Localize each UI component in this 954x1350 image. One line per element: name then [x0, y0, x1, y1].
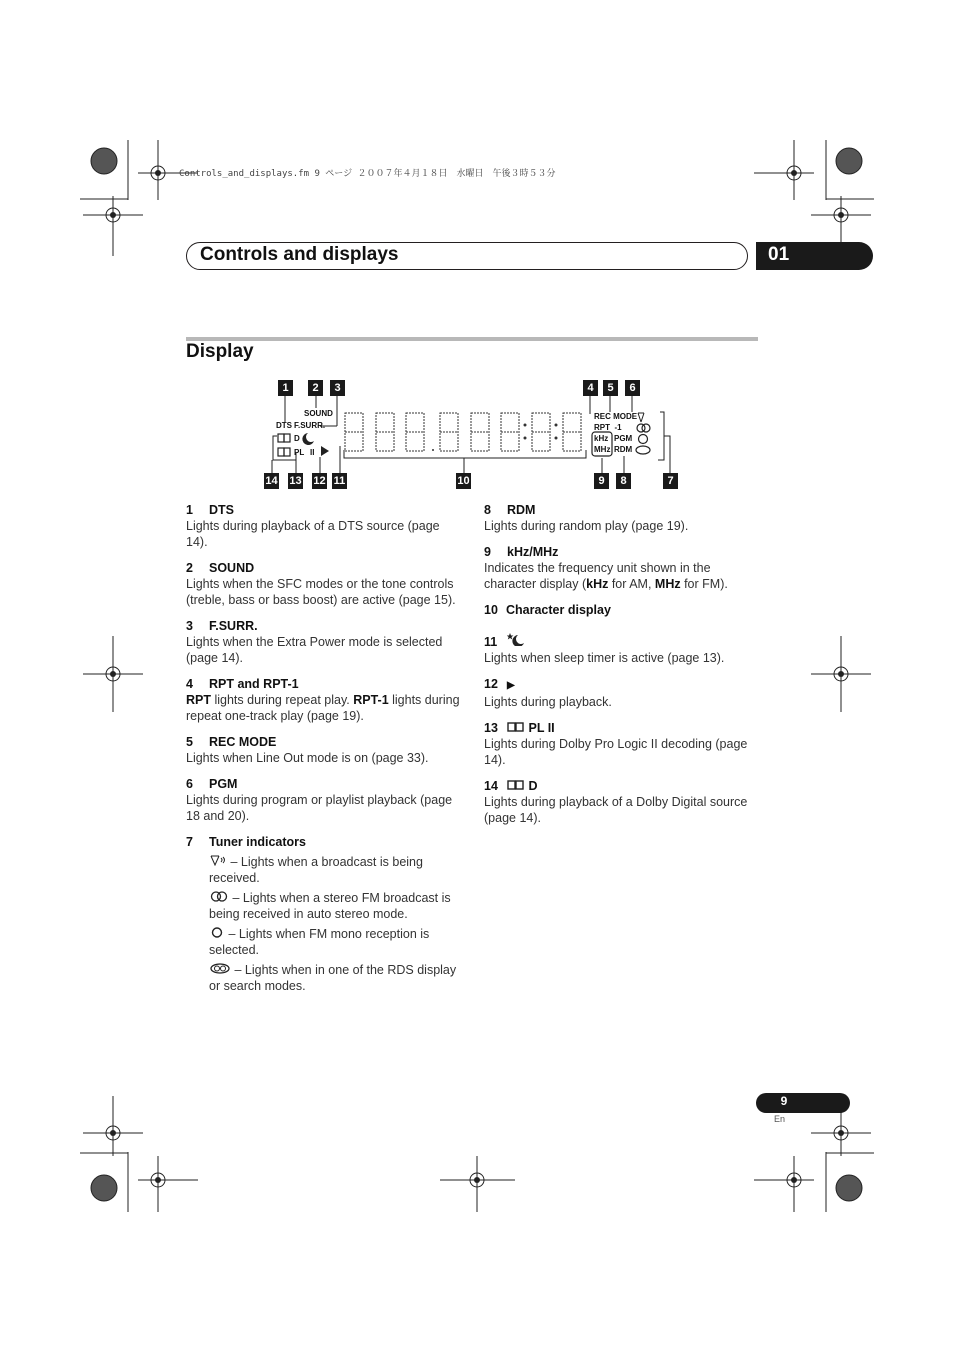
left-column [186, 502, 462, 1004]
item-description: Lights when the SFC modes or the tone controls (treble, bass or bass boost) are active (page 15). [186, 577, 456, 607]
label-khz: kHz [594, 434, 609, 443]
list-item [186, 776, 462, 824]
callout-10: 10 [457, 475, 470, 487]
list-item [186, 560, 462, 608]
label-rdm: RDM [614, 445, 633, 454]
callout-14: 14 [265, 475, 278, 487]
list-item [484, 602, 760, 618]
label-sound: SOUND [304, 409, 333, 418]
tuner-sub-item: – Lights when in one of the RDS display or search modes. [209, 963, 457, 993]
callout-13: 13 [289, 475, 302, 487]
item-description: Lights during Dolby Pro Logic II decoding (page 14). [484, 737, 748, 767]
tuner-sub-item: – Lights when FM mono reception is selected. [209, 927, 430, 957]
antenna-icon [209, 855, 227, 869]
callout-11: 11 [333, 475, 346, 487]
tuner-sub-item: – Lights when a broadcast is being received. [209, 855, 423, 885]
item-description: Lights during program or playlist playback (page 18 and 20). [186, 793, 453, 823]
item-heading: 12 ▶ [484, 677, 515, 691]
list-item [484, 676, 760, 710]
callout-5: 5 [603, 380, 618, 396]
item-description: Lights when the Extra Power mode is selected (page 14). [186, 635, 443, 665]
list-item [484, 502, 760, 534]
item-heading: 11 [484, 632, 760, 650]
item-heading: 1 DTS [186, 503, 234, 517]
label-ii: II [310, 448, 315, 457]
callout-12: 12 [313, 475, 326, 487]
stereo-icon [209, 891, 229, 905]
list-item [186, 502, 462, 550]
tuner-sub-item: – Lights when a stereo FM broadcast is being received in auto stereo mode. [209, 891, 451, 921]
callout-1: 1 [278, 380, 293, 396]
label-dts: DTS [276, 421, 292, 430]
item-description: RPT lights during repeat play. RPT-1 lights during repeat one-track play (page 19). [186, 693, 460, 723]
list-item [186, 734, 462, 766]
label-pl: PL [294, 448, 305, 457]
chapter-number: 01 [768, 244, 790, 265]
item-description: Lights during playback. [484, 695, 612, 709]
item-heading: 5 REC MODE [186, 735, 277, 749]
rds-icon [209, 963, 231, 977]
dolby-icon [507, 779, 525, 793]
section-rule [186, 337, 758, 341]
callout-9: 9 [594, 473, 609, 489]
list-item [484, 544, 760, 592]
play-icon: ▶ [507, 680, 515, 691]
list-item [186, 618, 462, 666]
mono-icon [209, 927, 225, 941]
item-description: Lights during playback of a Dolby Digital source (page 14). [484, 795, 748, 825]
display-diagram [260, 378, 690, 490]
item-description: Indicates the frequency unit shown in the character display (kHz for AM, MHz for FM). [484, 561, 728, 591]
callout-8: 8 [616, 473, 631, 489]
item-heading: 4 RPT and RPT-1 [186, 677, 299, 691]
label-rec-mode: REC MODE [594, 412, 638, 421]
page-header-title: Controls and displays [200, 244, 399, 265]
item-heading: 10 Character display [484, 603, 611, 617]
item-heading: 13 PL II [484, 721, 555, 735]
list-item [484, 720, 760, 768]
label-d: D [294, 434, 300, 443]
dolby-icon [507, 721, 525, 735]
label-fsurr: F.SURR. [294, 421, 326, 430]
callout-2: 2 [308, 380, 323, 396]
label-pgm: PGM [614, 434, 633, 443]
item-heading: 9 kHz/MHz [484, 545, 559, 559]
page-number: 9 [780, 1094, 788, 1108]
label-rpt: RPT -1 [594, 423, 622, 432]
list-item [484, 778, 760, 826]
language-code: En [774, 1114, 786, 1124]
item-description: Lights during playback of a DTS source (page 14). [186, 519, 440, 549]
print-info: Controls_and_displays.fm 9 ページ ２００７年４月１８日 水曜日 午後３時５３分 [179, 169, 556, 179]
item-heading: 2 SOUND [186, 561, 255, 575]
label-mhz: MHz [594, 445, 611, 454]
sleep-timer-icon [507, 635, 525, 649]
item-description: Lights during random play (page 19). [484, 519, 689, 533]
item-heading: 14 D [484, 779, 538, 793]
item-heading: 7 Tuner indicators [186, 835, 307, 849]
item-heading: 6 PGM [186, 777, 238, 791]
callout-3: 3 [330, 380, 345, 396]
callout-4: 4 [583, 380, 598, 396]
item-heading: 8 RDM [484, 503, 536, 517]
section-title: Display [186, 341, 254, 362]
list-item [186, 834, 462, 994]
item-description: Lights when Line Out mode is on (page 33). [186, 751, 429, 765]
item-heading: 3 F.SURR. [186, 619, 258, 633]
list-item [186, 676, 462, 724]
right-column [484, 502, 760, 836]
callout-6: 6 [625, 380, 640, 396]
item-description: Lights when sleep timer is active (page 13). [484, 651, 725, 665]
list-item [484, 632, 760, 666]
callout-7: 7 [663, 473, 678, 489]
